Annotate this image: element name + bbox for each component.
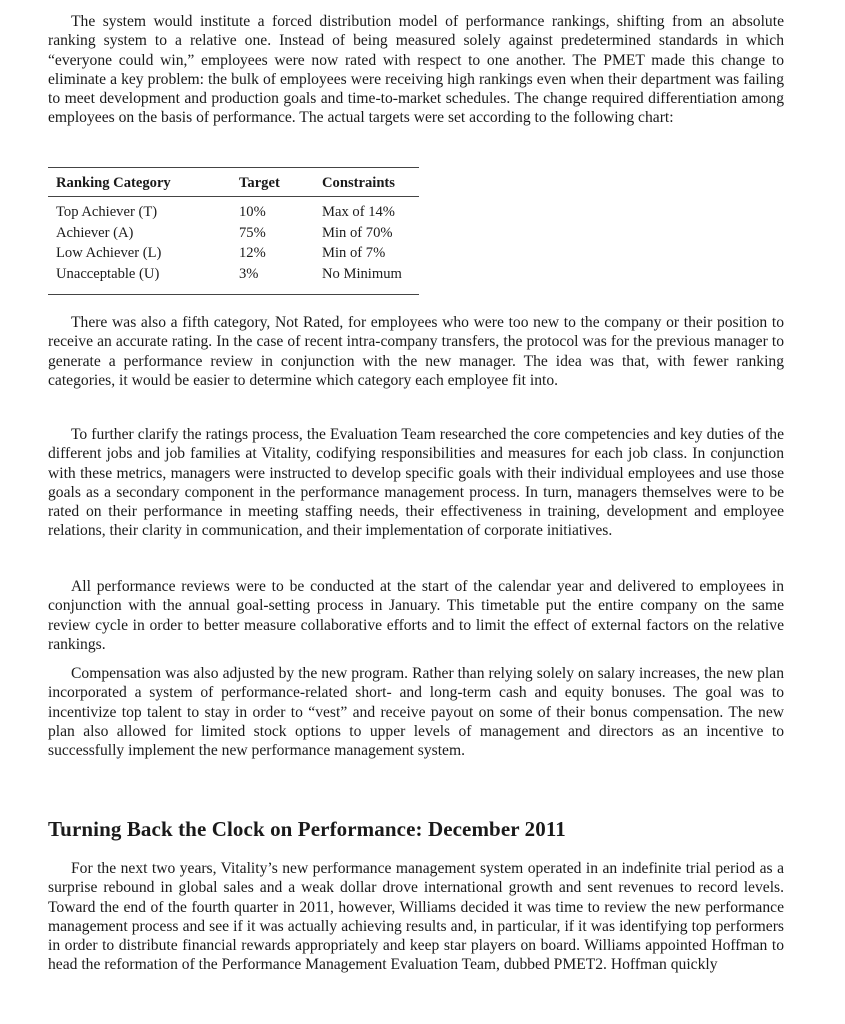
cell-target: 3% (231, 263, 314, 294)
cell-constraint: Min of 7% (322, 245, 386, 261)
paragraph-review-timing: All performance reviews were to be conducted at the start of the calendar year and delivered to employees in conjunction with the annual goal-setting process in January. This timetable put the entire company on the same review cycle in order to better measure collaborative efforts and to limit the effect of external factors on the relative rankings. (48, 578, 784, 653)
paragraph-ratings-process: To further clarify the ratings process, the Evaluation Team researched the core competencies and key duties of the different jobs and job families at Vitality, codifying responsibilities and measures for each job class. In conjunction with these metrics, managers were instructed to develop specific goals with their individual employees and use those goals as a secondary component in the performance management process. In turn, managers themselves were to be rated on their performance in meeting staffing needs, their effectiveness in training, development and employee relations, their clarity in communication, and their implementation of corporate initiatives. (48, 426, 784, 540)
paragraph-compensation: Compensation was also adjusted by the new program. Rather than relying solely on salary increases, the new plan incorporated a system of performance-related short- and long-term cash and equity bonuses. The goal was to incentivize top talent to stay in order to “vest” and receive payout on some of their bonus compensation. The new plan also allowed for limited stock options to upper levels of management and directors as an incentive to successfully implement the new performance management system. (48, 665, 784, 760)
ranking-targets-table (48, 167, 419, 295)
paragraph-december-2011: For the next two years, Vitality’s new performance management system operated in an indefinite trial period as a surprise rebound in global sales and a weak dollar drove international growth and sent revenues to record levels. Toward the end of the fourth quarter in 2011, however, Williams decided it was time to review the new performance management process and see if it was actually achieving results and, in particular, if it was identifying top performers in order to distribute financial rewards appropriately and keep star players on board. Williams appointed Hoffman to head the reformation of the Performance Management Evaluation Team, dubbed PMET2. Hoffman quickly (48, 860, 784, 974)
cell-constraint: Min of 70% (322, 224, 393, 241)
table-row (48, 263, 419, 294)
section-heading: Turning Back the Clock on Performance: December 2011 (48, 817, 566, 841)
cell-category: Top Achiever (T) (56, 204, 158, 220)
cell-target: 75% (239, 224, 266, 241)
cell-category: Unacceptable (U) (48, 263, 231, 294)
cell-target: 10% (239, 204, 266, 220)
cell-constraint: No Minimum (314, 263, 419, 294)
cell-target: 12% (239, 245, 266, 261)
paragraph-not-rated: There was also a fifth category, Not Rated, for employees who were too new to the company or their position to receive an accurate rating. In the case of recent intra-company transfers, the protocol was for the previous manager to generate a performance review in conjunction with the new manager. The idea was that, with fewer ranking categories, it would be easier to determine which category each employee fit into. (48, 314, 784, 389)
table-row (48, 197, 419, 223)
cell-category: Achiever (A) (56, 224, 134, 241)
table-row (48, 222, 419, 243)
table-header-row (48, 168, 419, 197)
header-target: Target (231, 168, 314, 197)
cell-constraint: Max of 14% (322, 204, 395, 220)
header-constraints: Constraints (314, 168, 419, 197)
header-ranking-category: Ranking Category (48, 168, 231, 197)
paragraph-forced-distribution: The system would institute a forced distribution model of performance rankings, shifting from an absolute ranking system to a relative one. Instead of being measured solely against predetermined standards in which “everyone could win,” employees were now rated with respect to one another. The PMET made this change to eliminate a key problem: the bulk of employees were receiving high rankings even when their department was failing to meet development and production goals and time-to-market schedules. The change required differentiation among employees on the basis of performance. The actual targets were set according to the following chart: (48, 13, 784, 127)
cell-category: Low Achiever (L) (56, 245, 162, 261)
table-row (48, 243, 419, 264)
